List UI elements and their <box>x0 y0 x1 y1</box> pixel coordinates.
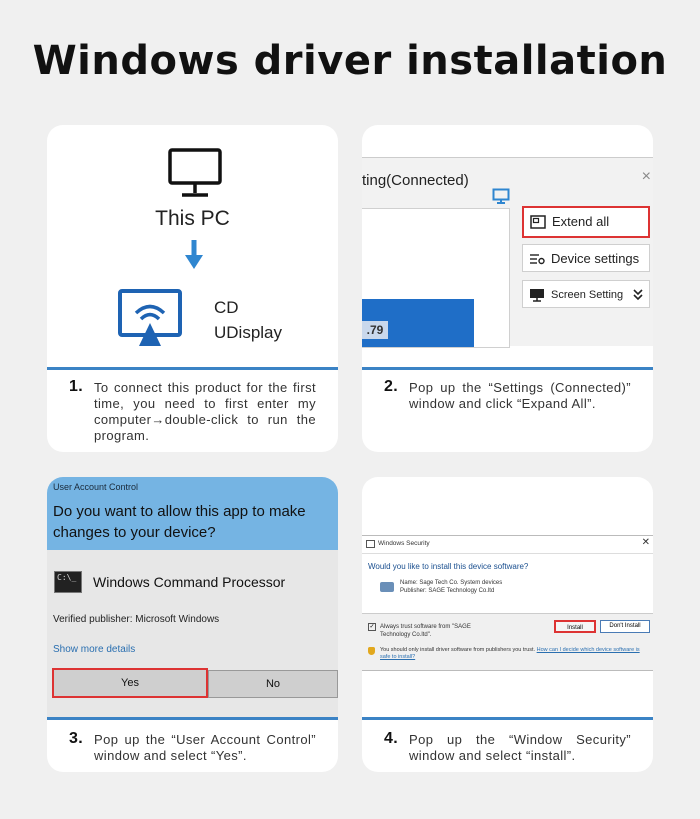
settings-list-icon <box>529 252 545 266</box>
step-number: 4. <box>384 730 399 747</box>
safe-install-link[interactable]: How can I decide which device software is safe to install? <box>380 647 640 660</box>
window-title: ting(Connected) <box>362 172 469 189</box>
dialog-titlebar <box>362 536 653 554</box>
app-name: Windows Command Processor <box>93 574 286 590</box>
step-number: 1. <box>69 378 84 395</box>
close-icon[interactable]: × <box>641 168 651 185</box>
close-icon[interactable]: ✕ <box>641 537 650 548</box>
step-1-caption-block <box>69 380 316 444</box>
step-divider <box>362 367 653 370</box>
uac-header <box>47 477 338 550</box>
trust-warning: You should only install driver software from publishers you trust. How can I decide which device software is safe to install? <box>380 647 640 660</box>
step-4-caption-block <box>384 732 631 764</box>
step-divider <box>47 367 338 370</box>
dialog-action-panel <box>362 613 653 670</box>
step-divider <box>47 717 338 720</box>
yes-button[interactable]: Yes <box>52 668 208 698</box>
step-2-card <box>362 125 653 452</box>
step-3-caption-block <box>69 732 316 764</box>
monitor-icon <box>529 288 545 302</box>
uac-title: User Account Control <box>53 482 139 492</box>
this-pc-label: This PC <box>155 207 230 230</box>
no-button[interactable]: No <box>208 670 338 698</box>
uac-body <box>47 550 338 717</box>
device-settings-button[interactable]: Device settings <box>522 244 650 272</box>
command-prompt-icon: C:\_ <box>54 571 82 593</box>
step-3-card <box>47 477 338 772</box>
device-info: Name: Sage Tech Co. System devices Publisher: SAGE Technology Co.ltd <box>400 580 503 594</box>
settings-window <box>362 157 653 346</box>
step-caption: Pop up the “Window Security” window and select “install”. <box>409 732 631 763</box>
cast-display-icon <box>117 288 187 348</box>
step-divider <box>362 717 653 720</box>
device-package-icon <box>380 582 394 592</box>
trust-checkbox[interactable]: ✓ <box>369 624 375 630</box>
dialog-title: Windows Security <box>378 540 430 547</box>
monitor-icon <box>167 147 223 199</box>
app-label: CD UDisplay <box>214 298 283 342</box>
step-caption: Pop up the “User Account Control” window and select “Yes”. <box>94 732 316 763</box>
windows-security-dialog <box>362 535 653 671</box>
extend-icon <box>530 215 546 229</box>
step-4-card <box>362 477 653 772</box>
page-title: Windows driver installation <box>32 38 668 84</box>
step-number: 3. <box>69 730 84 747</box>
step-caption: To connect this product for the first time, you need to first enter my computer→double-click to run the program. <box>94 380 316 443</box>
step-2-caption-block <box>384 380 631 412</box>
extend-all-button[interactable]: Extend all <box>522 206 650 238</box>
step-caption: Pop up the “Settings (Connected)” window and click “Expand All”. <box>409 380 631 411</box>
preview-number: .79 <box>362 321 388 339</box>
display-icon <box>492 188 510 204</box>
trust-label: Always trust software from "SAGE Technology Co.ltd". <box>380 624 471 638</box>
security-window-icon <box>366 540 375 548</box>
display-preview <box>362 208 510 348</box>
shield-icon <box>368 647 375 655</box>
install-button[interactable]: Install <box>554 620 596 633</box>
screen-setting-button[interactable]: Screen Setting <box>522 280 650 308</box>
chevron-down-icon <box>633 289 643 301</box>
step-1-card <box>47 125 338 452</box>
install-question: Would you like to install this device software? <box>368 562 529 571</box>
step-number: 2. <box>384 378 399 395</box>
show-more-details-link[interactable]: Show more details <box>53 644 136 655</box>
arrow-down-icon <box>184 240 204 270</box>
publisher-text: Verified publisher: Microsoft Windows <box>53 614 220 625</box>
dont-install-button[interactable]: Don't Install <box>600 620 650 633</box>
uac-question: Do you want to allow this app to make changes to your device? <box>53 503 306 541</box>
